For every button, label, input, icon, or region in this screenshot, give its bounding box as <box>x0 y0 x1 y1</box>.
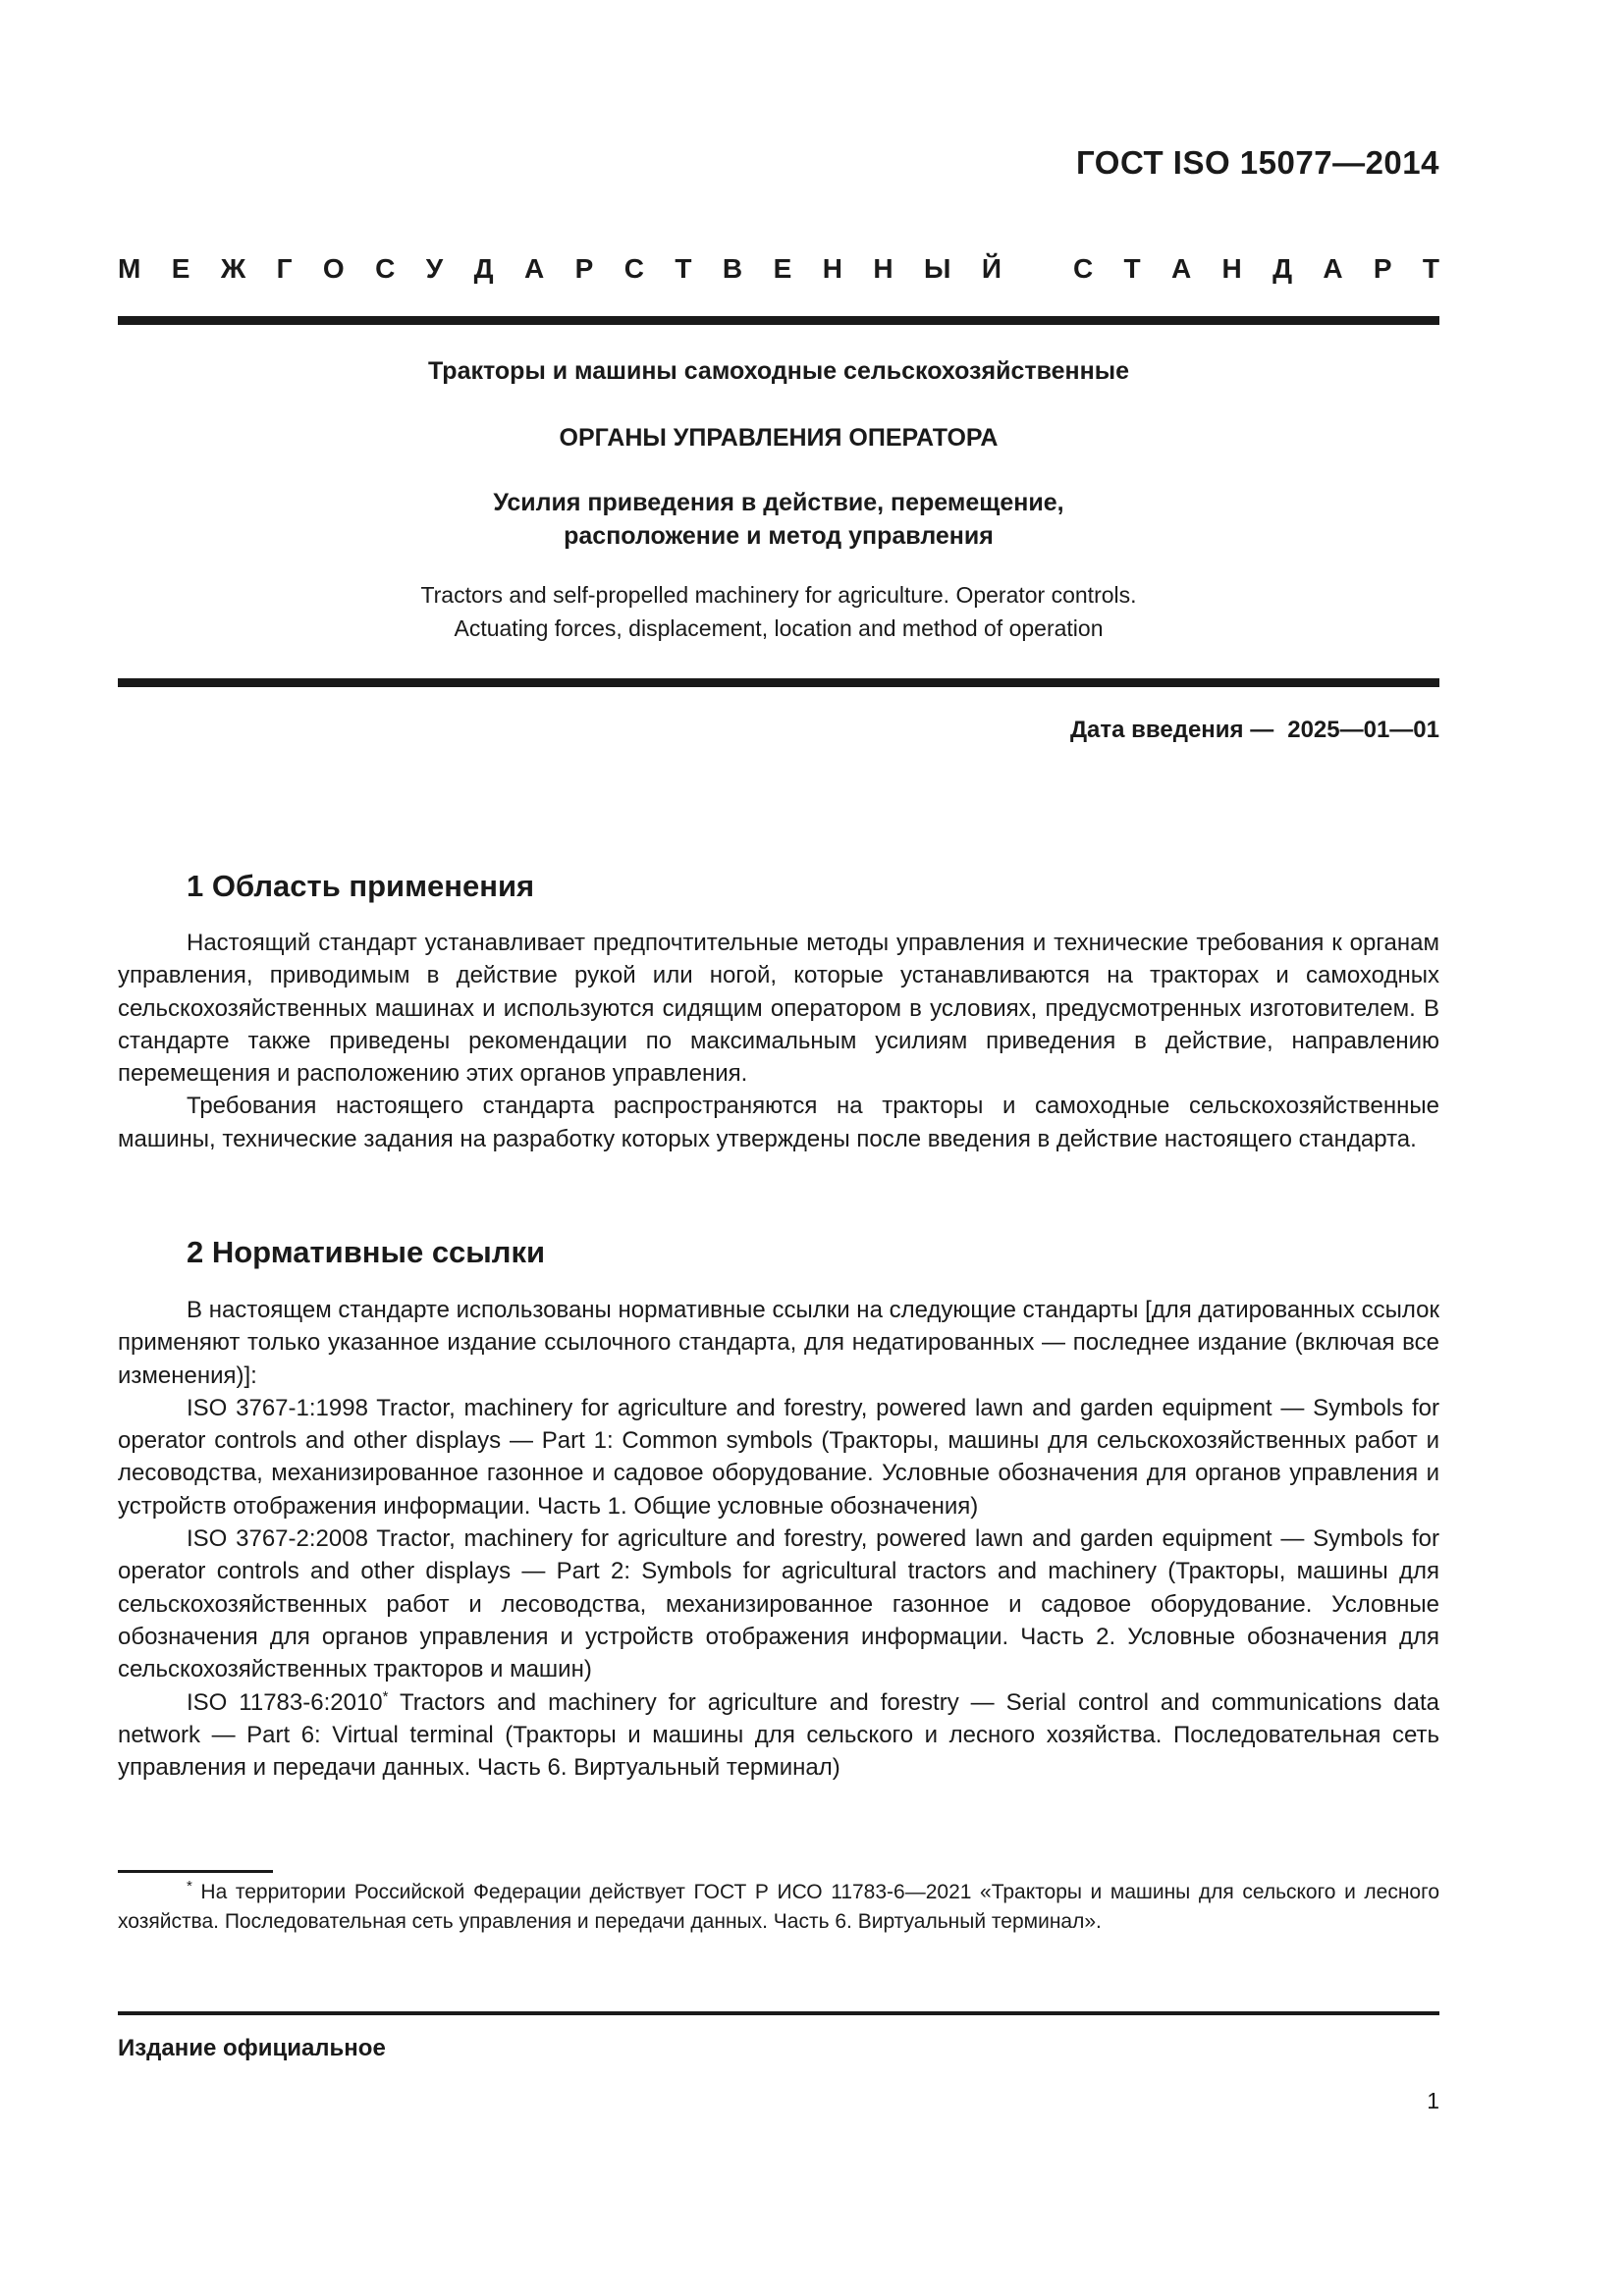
top-thick-rule <box>118 316 1439 325</box>
heading-letter: А <box>1323 253 1343 284</box>
paragraph: В настоящем стандарте использованы нормативные ссылки на следующие стандарты [для датированных ссылок применяют только указанное издание ссылочного стандарта, для недатированных — последнее издание (включая все изменения)]: <box>118 1297 1439 1389</box>
title-ru-line3b: расположение и метод управления <box>564 522 994 550</box>
title-en <box>118 578 1439 645</box>
heading-letter: Е <box>773 253 792 284</box>
heading-letter: Ж <box>220 253 246 284</box>
reference-item: ISO 3767-1:1998 Tractor, machinery for agriculture and forestry, powered lawn and garden equipment — Symbols for operator controls and other displays — Part 1: Common symbols (Тракторы, машины для сельскохозяйственных работ и лесоводства, механизированное газонное и садовое оборудование. Условные обозначения для органов управления и устройств отображения информации. Часть 1. Общие условные обозначения) <box>118 1394 1439 1520</box>
heading-letter: Т <box>1422 253 1439 284</box>
heading-letter: Р <box>574 253 594 284</box>
page-number: 1 <box>1427 2088 1439 2113</box>
title-en-line1: Tractors and self-propelled machinery for agriculture. Operator controls. <box>420 582 1137 608</box>
standard-type-heading <box>118 253 1439 285</box>
heading-letter: Ы <box>924 253 951 284</box>
heading-letter: Д <box>1272 253 1293 284</box>
official-edition-label: Издание официальное <box>118 2035 386 2061</box>
title-en-line2: Actuating forces, displacement, location and method of operation <box>454 615 1104 641</box>
footnote-text: На территории Российской Федерации действует ГОСТ Р ИСО 11783-6—2021 «Тракторы и машины для сельского и лесного хозяйства. Последовательная сеть управления и передачи данных. Часть 6. Виртуальный терминал». <box>118 1881 1439 1933</box>
heading-letter: Н <box>822 253 842 284</box>
heading-letter: У <box>425 253 444 284</box>
heading-letter: Т <box>1123 253 1141 284</box>
heading-letter: В <box>722 253 743 284</box>
footnote-separator <box>118 1870 273 1873</box>
heading-letter: Д <box>473 253 494 284</box>
footnote-marker[interactable]: * <box>382 1687 389 1705</box>
section-heading: 2 Нормативные ссылки <box>187 1235 546 1269</box>
title-ru-line3a: Усилия приведения в действие, перемещение, <box>493 489 1064 516</box>
heading-letter: Й <box>981 253 1001 284</box>
document-page <box>118 0 1439 2296</box>
paragraph: Требования настоящего стандарта распространяются на тракторы и самоходные сельскохозяйственные машины, технические задания на разработку которых утверждены после введения в действие настоящего стандарта. <box>118 1093 1439 1152</box>
standard-type-word2 <box>1073 253 1439 285</box>
heading-letter: С <box>375 253 396 284</box>
heading-letter: А <box>523 253 545 284</box>
reference-item: ISO 3767-2:2008 Tractor, machinery for agriculture and forestry, powered lawn and garden equipment — Symbols for operator controls and other displays — Part 2: Symbols for agricultural tractors and machinery (Тракторы, машины для сельскохозяйственных работ и лесоводства, механизированное газонное и садовое оборудование. Условные обозначения для органов управления и устройств отображения информации. Часть 2. Условные обозначения для сельскохозяйственных тракторов и машин) <box>118 1525 1439 1683</box>
reference-item <box>118 1686 1439 1785</box>
heading-letter: Е <box>171 253 190 284</box>
heading-letter: О <box>322 253 345 284</box>
introduction-date <box>1070 717 1439 744</box>
introduction-date-value: 2025—01—01 <box>1287 717 1439 743</box>
section-scope <box>118 866 1439 1155</box>
heading-letter: Т <box>675 253 692 284</box>
footnote <box>118 1878 1439 1936</box>
paragraph: Настоящий стандарт устанавливает предпочтительные методы управления и технические требования к органам управления, приводимым в действие рукой или ногой, которые устанавливаются на тракторах и самоходных сельскохозяйственных машинах и используются сидящим оператором в условиях, предусмотренных изготовителем. В стандарте также приведены рекомендации по максимальным усилиям приведения в действие, направлению перемещения и расположению этих органов управления. <box>118 930 1439 1088</box>
heading-letter: С <box>1073 253 1094 284</box>
reference-text: Tractors and machinery for agriculture and forestry — Serial control and communications data network — Part 6: Virtual terminal (Тракторы и машины для сельского и лесного хозяйства. Последовательная сеть управления и передачи данных. Часть 6. Виртуальный терминал) <box>118 1688 1439 1782</box>
title-ru-line1: Тракторы и машины самоходные сельскохозяйственные <box>427 357 1129 385</box>
heading-letter: Г <box>276 253 293 284</box>
heading-letter: М <box>118 253 141 284</box>
title-ru-line2: ОРГАНЫ УПРАВЛЕНИЯ ОПЕРАТОРА <box>559 424 999 452</box>
heading-letter: Н <box>873 253 893 284</box>
heading-letter: Р <box>1373 253 1392 284</box>
title-ru-line3 <box>118 486 1439 553</box>
heading-letter: А <box>1170 253 1192 284</box>
heading-letter: Н <box>1221 253 1242 284</box>
title-block <box>118 354 1439 645</box>
section-normative-references <box>118 1232 1439 1784</box>
footnote-marker: * <box>187 1878 192 1895</box>
heading-letter: С <box>623 253 644 284</box>
bottom-rule <box>118 2011 1439 2015</box>
reference-code: ISO 11783-6:2010 <box>187 1688 383 1716</box>
middle-thick-rule <box>118 678 1439 687</box>
section-heading: 1 Область применения <box>187 869 535 903</box>
introduction-date-label: Дата введения — <box>1069 717 1274 743</box>
standard-type-word1 <box>118 253 1001 285</box>
document-code: ГОСТ ISO 15077—2014 <box>1076 144 1439 181</box>
